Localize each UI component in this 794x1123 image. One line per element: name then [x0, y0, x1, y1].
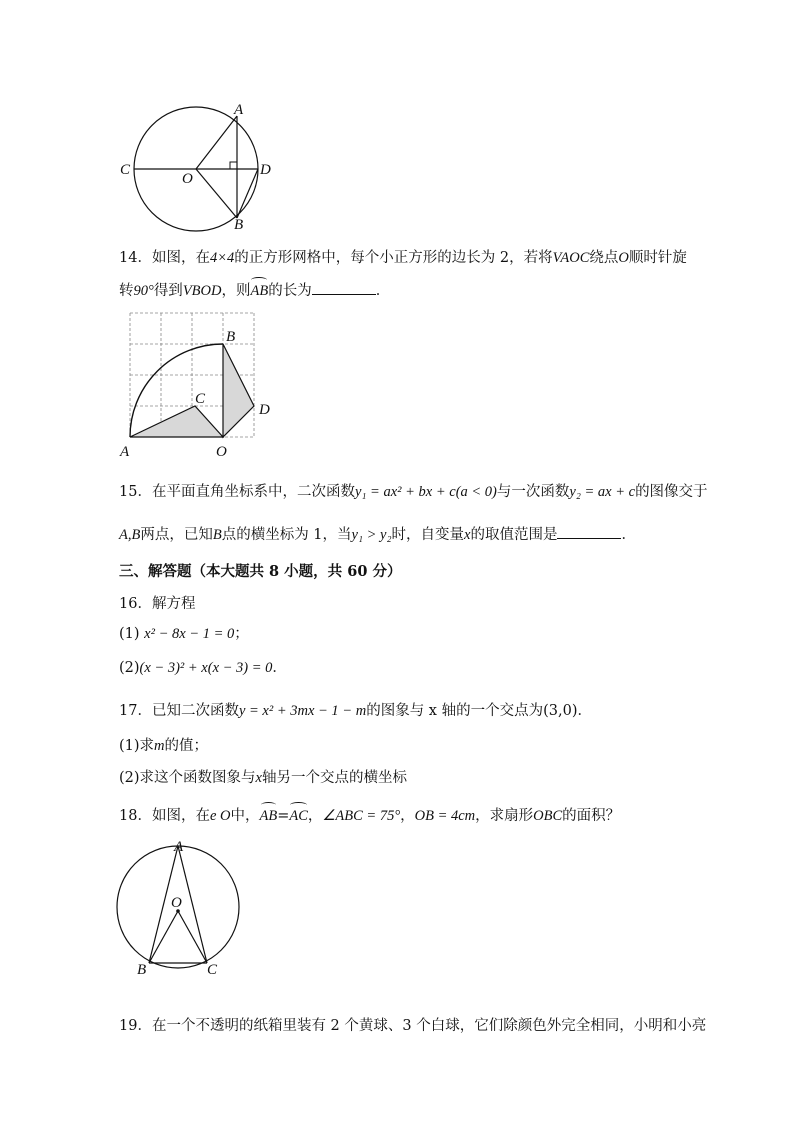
label-c: C — [120, 162, 131, 178]
punct: ； — [234, 626, 249, 642]
q17-part1 — [119, 736, 208, 756]
arc-ac: AC — [289, 808, 308, 824]
q15-text: 与一次函数 — [496, 484, 570, 500]
label-d: D — [259, 402, 270, 418]
point-o: O — [618, 250, 629, 266]
triangle-bod: VBOD — [182, 283, 222, 299]
q15-end: ． — [621, 527, 636, 543]
q14-number: 14． — [119, 250, 152, 266]
point-b: B — [212, 527, 222, 543]
q17-text: 的值； — [164, 738, 209, 754]
label-b: B — [137, 962, 147, 978]
q18-text: 如图，在 — [151, 808, 210, 824]
quadratic-function: y₁ = ax² + bx + c(a < 0) — [354, 484, 497, 500]
figure-q13 — [110, 100, 280, 235]
figure-q14 — [118, 310, 288, 460]
q15-text: 的图像交于 — [635, 484, 708, 500]
q14-text: 绕点 — [589, 250, 619, 266]
q16-title: 16．解方程 — [119, 596, 196, 612]
q16-part1 — [119, 624, 249, 644]
points-ab: A,B — [119, 527, 141, 543]
segment-ac — [178, 846, 207, 963]
q19-line: 19．在一个不透明的纸箱里装有 2 个黄球、3 个白球，它们除颜色外完全相同，小明和小亮 — [119, 1018, 707, 1034]
q15-text: 两点，已知 — [140, 527, 213, 543]
q17-text: 轴另一个交点的横坐标 — [261, 770, 407, 786]
punct: ． — [272, 660, 287, 676]
angle-90: 90° — [133, 283, 154, 299]
q16-part2 — [119, 658, 287, 678]
label-c: C — [195, 391, 206, 407]
label-o: O — [171, 895, 182, 911]
label-b: B — [234, 217, 244, 233]
answer-blank[interactable] — [312, 280, 376, 295]
q17-part2 — [119, 768, 407, 788]
q14-text: 如图，在 — [151, 250, 210, 266]
variable-x: x — [255, 770, 262, 786]
q17-text: 已知二次函数 — [151, 703, 239, 719]
length-ob: OB = 4cm — [414, 808, 476, 824]
q15-line1 — [119, 482, 708, 502]
label-o: O — [216, 444, 227, 460]
q18-text: 的面积？ — [562, 808, 621, 824]
answer-blank[interactable] — [557, 524, 621, 539]
q14-text: 得到 — [153, 283, 183, 299]
segment-bd — [237, 169, 258, 218]
quadratic-function: y = x² + 3mx − 1 − m — [238, 703, 367, 719]
segment-ob — [196, 169, 237, 218]
q17-text: (1)求 — [119, 738, 155, 754]
part-label: (2) — [119, 660, 140, 676]
q15-number: 15． — [119, 484, 152, 500]
section-heading: 三、解答题（本大题共 8 小题，共 60 分） — [119, 563, 402, 580]
triangle-bod-shaded — [223, 344, 254, 437]
right-angle-mark — [230, 162, 237, 169]
variable-m: m — [154, 738, 165, 754]
q15-line2 — [119, 524, 636, 545]
segment-oa — [196, 116, 237, 169]
label-a: A — [234, 102, 244, 118]
label-d: D — [260, 162, 271, 178]
q17-number: 17． — [119, 703, 152, 719]
q14-line1 — [119, 248, 687, 268]
part-label: (1) — [119, 626, 140, 642]
q17-line1 — [119, 701, 592, 721]
equals: = — [277, 808, 290, 824]
label-a: A — [120, 444, 130, 460]
q18-text: ， — [400, 808, 415, 824]
q18-number: 18． — [119, 808, 152, 824]
figure-q18 — [115, 836, 245, 978]
arc-ab: AB — [259, 808, 278, 824]
q14-text: 转 — [119, 283, 134, 299]
q14-text: 顺时针旋 — [628, 250, 687, 266]
q18-text: 中， — [230, 808, 260, 824]
label-a: A — [174, 839, 184, 855]
q14-end: ． — [375, 283, 391, 299]
q15-text: 的取值范围是 — [470, 527, 558, 543]
label-o: O — [182, 171, 193, 187]
segment-oc — [178, 911, 207, 963]
circle-o: e O — [209, 808, 231, 824]
linear-function: y₂ = ax + c — [569, 484, 636, 500]
q15-text: 点的横坐标为 1，当 — [221, 527, 352, 543]
intersection-point: (3,0) — [543, 703, 578, 719]
triangle-aoc-shaded — [130, 406, 223, 437]
q18-text: ，求扇形 — [475, 808, 534, 824]
q14-line2 — [119, 280, 390, 301]
q14-text: ，则 — [221, 283, 251, 299]
q17-end: ． — [577, 703, 592, 719]
q17-text: (2)求这个函数图象与 — [119, 770, 256, 786]
equation-2: (x − 3)² + x(x − 3) = 0 — [139, 660, 273, 676]
label-b: B — [226, 329, 236, 345]
q18-text: ， — [307, 808, 323, 824]
q18-line — [119, 806, 620, 826]
grid-size: 4×4 — [209, 250, 235, 266]
angle-abc: ∠ABC = 75° — [322, 808, 401, 824]
q14-text: 的正方形网格中，每个小正方形的边长为 2，若将 — [234, 250, 553, 266]
q15-text: 时，自变量 — [391, 527, 465, 543]
sector-obc: OBC — [533, 808, 563, 824]
segment-ob — [149, 911, 178, 963]
variable-x: x — [464, 527, 471, 543]
triangle-aoc: VAOC — [552, 250, 590, 266]
q17-text: 的图象与 x 轴的一个交点为 — [366, 703, 544, 719]
q15-text: 在平面直角坐标系中，二次函数 — [151, 484, 355, 500]
inequality: y₁ > y₂ — [351, 527, 392, 543]
arc-ab: AB — [250, 283, 269, 299]
label-c: C — [207, 962, 218, 978]
q14-text: 的长为 — [268, 283, 312, 299]
equation-1: x² − 8x − 1 = 0 — [144, 626, 235, 642]
